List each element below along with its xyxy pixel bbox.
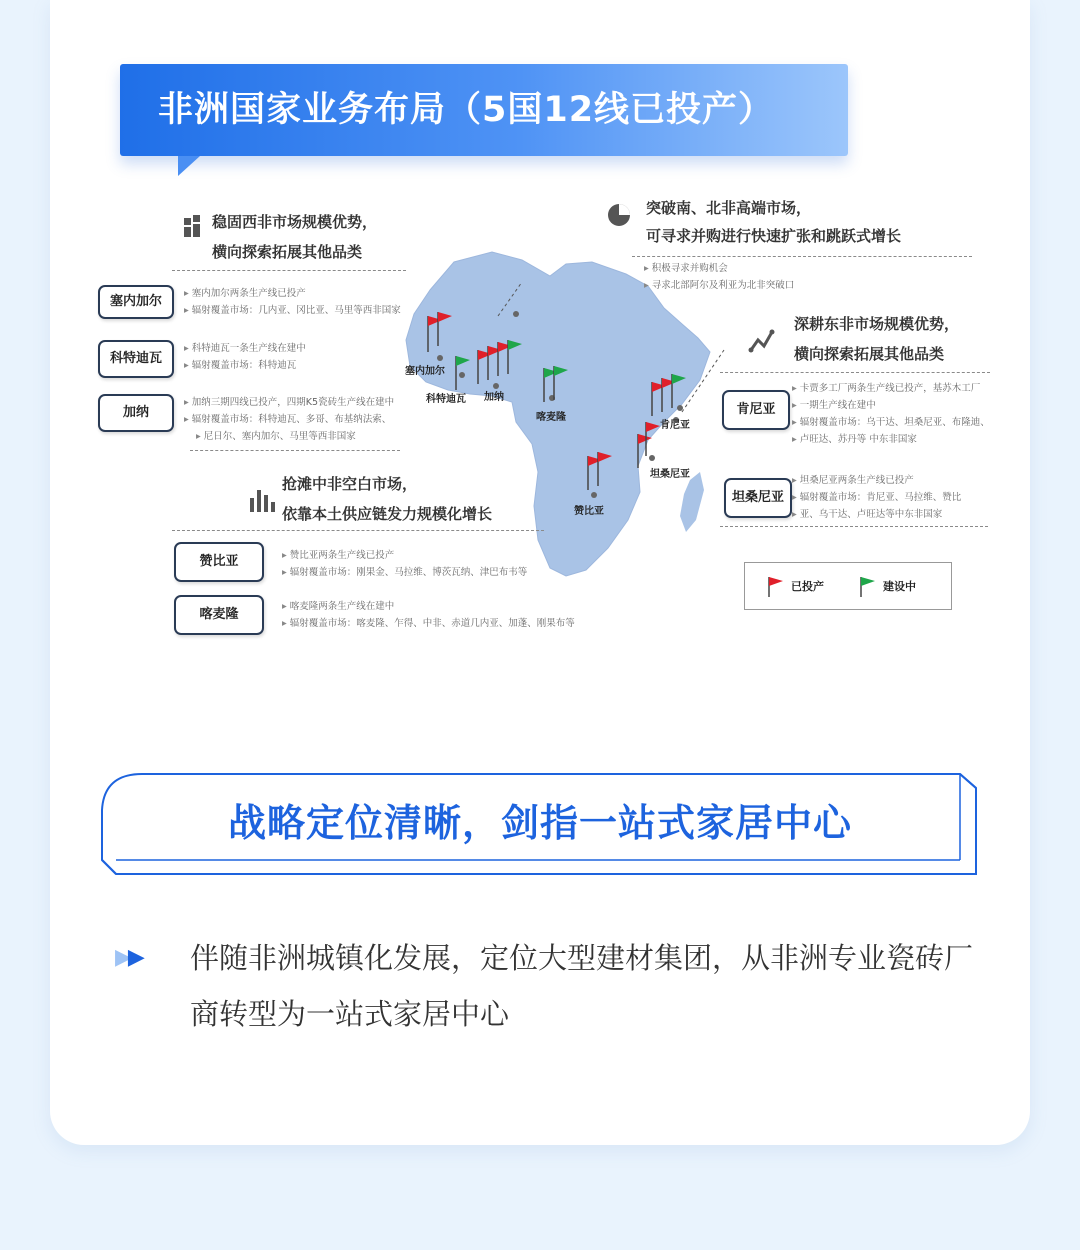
central-heading-line2: 依靠本土供应链发力规模化增长 (282, 505, 493, 523)
map-dot (591, 492, 597, 498)
map-label-senegal: 塞内加尔 (405, 366, 445, 377)
kenya-bullet: ▸ 辐射覆盖市场：乌干达、坦桑尼亚、布隆迪、 (792, 414, 990, 431)
tanzania-bullet: ▸ 亚、乌干达、卢旺达等中东非国家 (792, 506, 942, 523)
map-label-zambia: 赞比亚 (574, 506, 604, 517)
cameroon-bullet: ▸ 辐射覆盖市场：喀麦隆、乍得、中非、赤道几内亚、加蓬、刚果布等 (282, 615, 575, 632)
map-label-cote-divoire: 科特迪瓦 (426, 394, 466, 405)
pie-chart-icon (608, 204, 630, 226)
tanzania-bullet: ▸ 辐射覆盖市场：肯尼亚、马拉维、赞比 (792, 489, 961, 506)
kenya-bullet: ▸ 卢旺达、苏丹等 中东非国家 (792, 431, 917, 448)
divider-line (720, 372, 990, 373)
north-south-heading-line2: 可寻求并购进行快速扩张和跳跃式增长 (646, 227, 902, 245)
north-south-bullet: ▸ 积极寻求并购机会 (644, 260, 728, 277)
map-dot (513, 311, 519, 317)
tanzania-bullet: ▸ 坦桑尼亚两条生产线已投产 (792, 472, 914, 489)
banner-tail (178, 156, 200, 176)
senegal-bullet: ▸ 塞内加尔两条生产线已投产 (184, 285, 306, 302)
ghana-bullet: ▸ 辐射覆盖市场：科特迪瓦、多哥、布基纳法索、 (184, 411, 391, 428)
ghana-bullet: ▸ 尼日尔、塞内加尔、马里等西非国家 (196, 428, 356, 445)
country-box-tanzania: 坦桑尼亚 (724, 478, 792, 518)
cameroon-bullet: ▸ 喀麦隆两条生产线在建中 (282, 598, 394, 615)
map-dot (677, 405, 683, 411)
divider-line (632, 256, 972, 257)
divider-line (720, 526, 988, 527)
west-heading-line2: 横向探索拓展其他品类 (212, 243, 363, 261)
green-flag-icon (859, 575, 877, 599)
legend-under-construction: 建设中 (883, 580, 916, 593)
divider-line (172, 530, 544, 531)
map-dot (459, 372, 465, 378)
country-box-cameroon: 喀麦隆 (174, 595, 264, 635)
kenya-bullet: ▸ 一期生产线在建中 (792, 397, 876, 414)
double-arrow-icon: ▶▶ (115, 945, 141, 970)
map-label-cameroon: 喀麦隆 (536, 412, 566, 423)
legend-in-production: 已投产 (791, 580, 824, 593)
zambia-bullet: ▸ 赞比亚两条生产线已投产 (282, 547, 394, 564)
north-south-bullet: ▸ 寻求北部阿尔及利亚为北非突破口 (644, 277, 794, 294)
subtitle-banner (100, 770, 980, 878)
bar-chart-icon (250, 488, 274, 512)
page-title: 非洲国家业务布局（5国12线已投产） (158, 90, 775, 130)
map-label-tanzania: 坦桑尼亚 (650, 469, 690, 480)
cote-divoire-bullet: ▸ 科特迪瓦一条生产线在建中 (184, 340, 306, 357)
zambia-bullet: ▸ 辐射覆盖市场：刚果金、马拉维、博茨瓦纳、津巴布韦等 (282, 564, 527, 581)
country-box-ghana: 加纳 (98, 394, 174, 432)
east-heading-line2: 横向探索拓展其他品类 (794, 345, 945, 363)
divider-line (190, 450, 400, 451)
title-banner (120, 64, 848, 156)
map-label-ghana: 加纳 (484, 392, 504, 403)
subtitle: 战略定位清晰，剑指一站式家居中心 (227, 801, 852, 845)
central-heading-line1: 抢滩中非空白市场， (282, 475, 418, 493)
description-paragraph: 伴随非洲城镇化发展，定位大型建材集团，从非洲专业瓷砖厂商转型为一站式家居中心 (190, 941, 974, 1031)
kenya-bullet: ▸ 卡贾多工厂两条生产线已投产，基苏木工厂 (792, 380, 980, 397)
red-flag-icon (767, 575, 785, 599)
map-legend (744, 562, 952, 610)
country-box-senegal: 塞内加尔 (98, 285, 174, 319)
africa-business-diagram (92, 190, 992, 640)
map-dot (649, 455, 655, 461)
country-box-kenya: 肯尼亚 (722, 390, 790, 430)
map-label-kenya: 肯尼亚 (660, 420, 690, 431)
trend-line-icon (748, 326, 776, 354)
east-heading-line1: 深耕东非市场规模优势， (794, 315, 960, 333)
west-heading-line1: 稳固西非市场规模优势， (212, 213, 378, 231)
divider-line (172, 270, 406, 271)
ghana-bullet: ▸ 加纳三期四线已投产，四期K5瓷砖生产线在建中 (184, 394, 394, 411)
map-dot (437, 355, 443, 361)
country-box-zambia: 赞比亚 (174, 542, 264, 582)
north-south-heading-line1: 突破南、北非高端市场， (646, 199, 812, 217)
country-box-cote-divoire: 科特迪瓦 (98, 340, 174, 378)
grid-icon (184, 218, 200, 234)
madagascar-shape (680, 472, 704, 532)
senegal-bullet: ▸ 辐射覆盖市场：几内亚、冈比亚、马里等西非国家 (184, 302, 401, 319)
cote-divoire-bullet: ▸ 辐射覆盖市场：科特迪瓦 (184, 357, 296, 374)
